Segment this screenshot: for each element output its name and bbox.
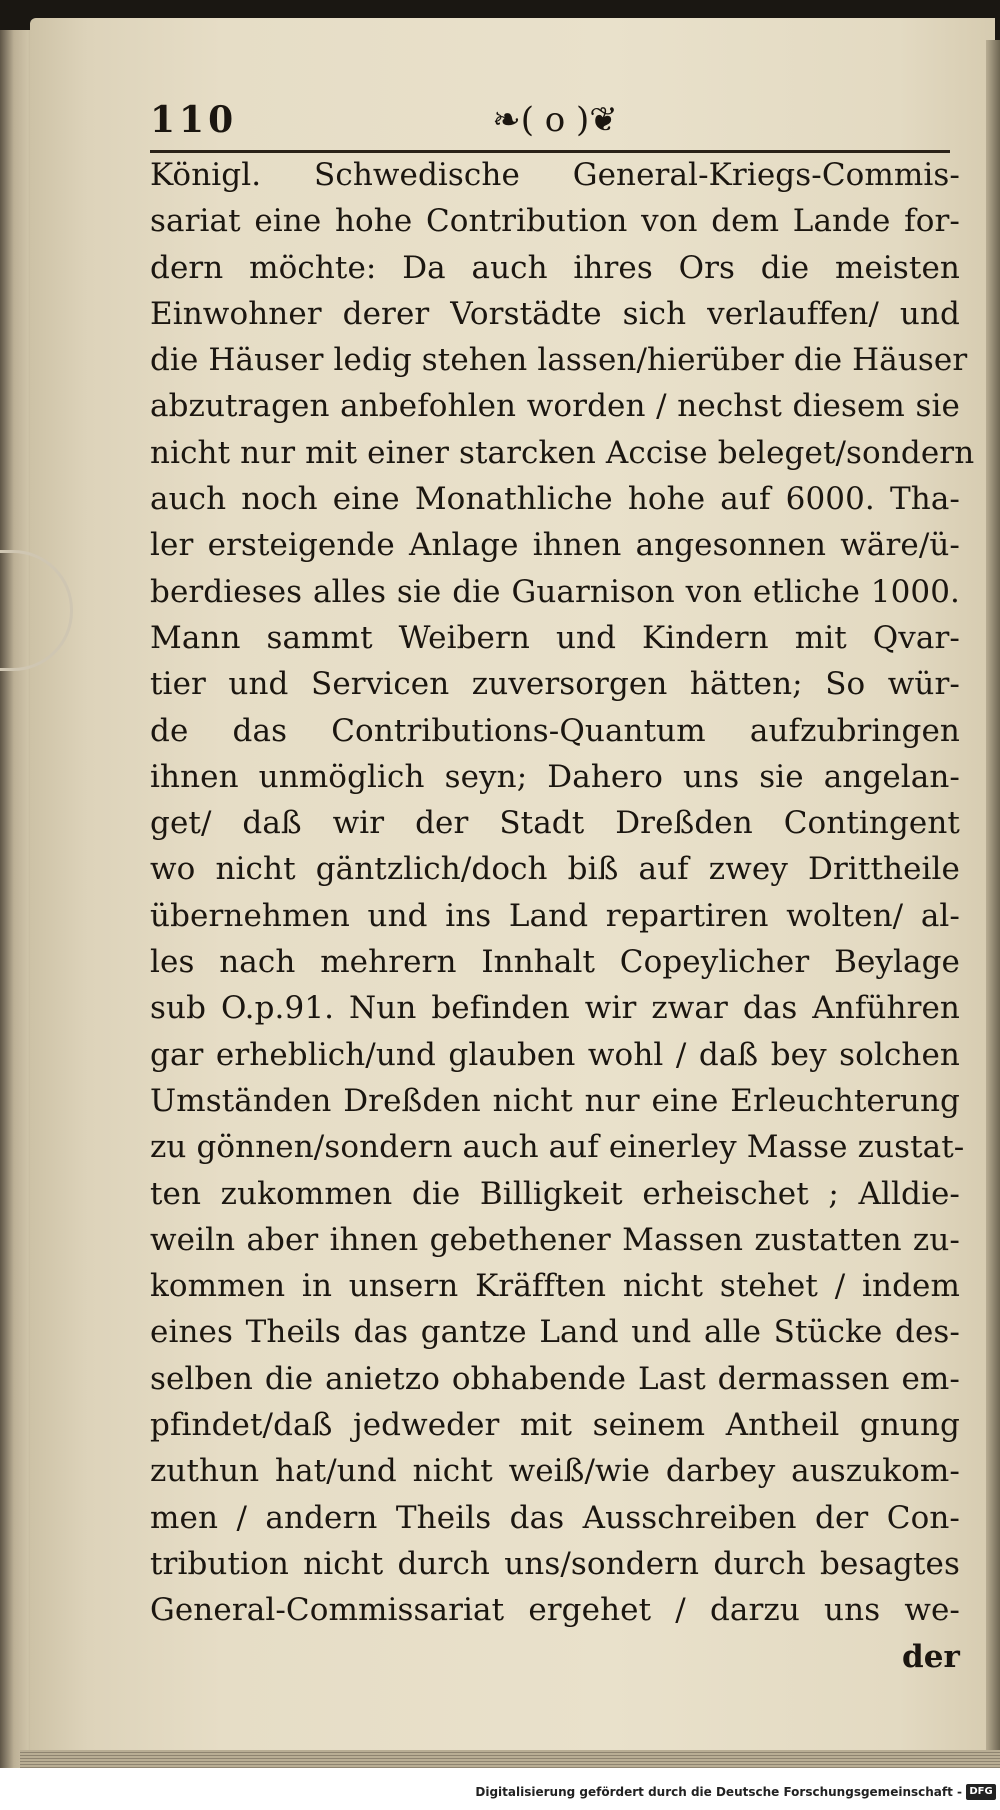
text-line: weiln aber ihnen gebethener Massen zustatten zu- — [150, 1221, 960, 1258]
text-line: Einwohner derer Vorstädte sich verlauffen/ und — [150, 295, 960, 332]
text-line: dern möchte: Da auch ihres Ors die meisten — [150, 249, 960, 286]
text-line: men / andern Theils das Ausschreiben der Con- — [150, 1499, 960, 1536]
text-line: Mann sammt Weibern und Kindern mit Qvar- — [150, 619, 960, 656]
text-line: pfindet/daß jedweder mit seinem Antheil gnung — [150, 1407, 960, 1444]
footer — [0, 1780, 1000, 1810]
text-line: selben die anietzo obhabende Last dermassen em- — [150, 1360, 960, 1397]
text-line: eines Theils das gantze Land und alle Stücke des- — [150, 1314, 960, 1351]
page-header — [150, 95, 960, 147]
text-line: kommen in unsern Kräfften nicht stehet / indem — [150, 1268, 960, 1305]
digitization-notice: Digitalisierung gefördert durch die Deutsche Forschungsgemeinschaft - — [475, 1785, 962, 1799]
text-line: berdieses alles sie die Guarnison von etliche 1000. — [150, 573, 960, 610]
text-line: zuthun hat/und nicht weiß/wie darbey auszukom- — [150, 1453, 960, 1490]
gutter-shadow — [986, 40, 1000, 1760]
text-line: ler ersteigende Anlage ihnen angesonnen wäre/ü- — [150, 527, 960, 564]
page-stack-bottom — [20, 1750, 1000, 1768]
page-number: 110 — [150, 99, 238, 141]
text-line: de das Contributions-Quantum aufzubringen — [150, 712, 960, 749]
text-line: tier und Servicen zuversorgen hätten; So wür- — [150, 666, 960, 703]
text-line: General-Commissariat ergehet / darzu uns we- — [150, 1592, 960, 1629]
text-line: nicht nur mit einer starcken Accise beleget/sondern — [150, 434, 975, 471]
text-line: abzutragen anbefohlen worden / nechst diesem sie — [150, 388, 960, 425]
text-line: wo nicht gäntzlich/doch biß auf zwey Drittheile — [150, 851, 960, 888]
text-line: auch noch eine Monathliche hohe auf 6000. Tha- — [150, 481, 960, 518]
text-line: übernehmen und ins Land repartiren wolten/ al- — [150, 897, 960, 934]
text-line: ten zukommen die Billigkeit erheischet ; Alldie- — [150, 1175, 960, 1212]
text-line: ihnen unmöglich seyn; Dahero uns sie angelan- — [150, 758, 960, 795]
text-line: sub O.p.91. Nun befinden wir zwar das Anführen — [150, 990, 960, 1027]
text-line: les nach mehrern Innhalt Copeylicher Beylage — [150, 944, 960, 981]
text-line: Königl. Schwedische General-Kriegs-Commis- — [150, 157, 960, 193]
text-line: gar erheblich/und glauben wohl / daß bey solchen — [150, 1036, 960, 1073]
text-line: tribution nicht durch uns/sondern durch besagtes — [150, 1545, 960, 1582]
catchword: der — [901, 1638, 960, 1675]
dfg-logo-icon: DFG — [966, 1784, 996, 1800]
text-line: get/ daß wir der Stadt Dreßden Contingent — [150, 805, 960, 842]
text-line: zu gönnen/sondern auch auf einerley Masse zustat- — [150, 1129, 965, 1166]
text-line: die Häuser ledig stehen lassen/hierüber die Häuser — [150, 342, 968, 379]
text-line: sariat eine hohe Contribution von dem Lande for- — [150, 203, 960, 240]
header-ornament-icon: ❧( o )❦ — [492, 100, 618, 140]
body-text — [150, 152, 975, 1680]
text-line: Umständen Dreßden nicht nur eine Erleuchterung — [150, 1082, 960, 1119]
